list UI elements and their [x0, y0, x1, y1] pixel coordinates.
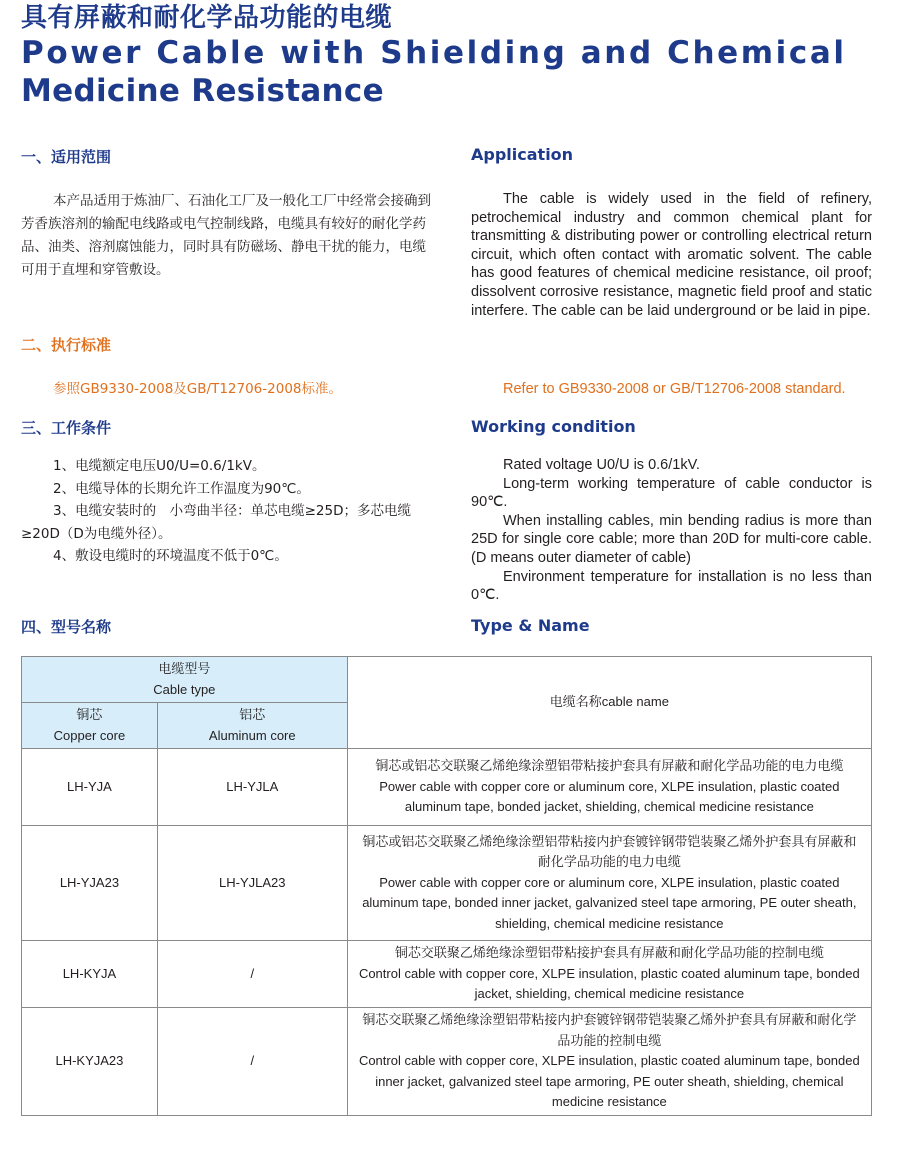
page-title-en-line1: Power Cable with Shielding and Chemical: [21, 35, 847, 71]
application-heading-cn: 一、适用范围: [21, 148, 112, 166]
cable-name-cn: 铜芯交联聚乙烯绝缘涂塑铝带粘接护套具有屏蔽和耐化学品功能的控制电缆: [394, 945, 824, 961]
working-item-en: When installing cables, min bending radius is more than 25D for single core cable; more than 20D for multi-core cable.(D means outer diameter of cable): [471, 512, 872, 566]
working-list-en: [471, 456, 872, 605]
type-heading-cn: 四、型号名称: [21, 618, 112, 636]
standard-heading-cn: 二、执行标准: [21, 336, 112, 354]
page-title-en: [21, 34, 881, 110]
working-heading-en: Working condition: [471, 417, 636, 436]
header-aluminum-core-cn: 铝芯: [239, 707, 266, 722]
header-cable-type-cn: 电缆型号: [158, 661, 211, 676]
cable-name-en: Power cable with copper core or aluminum core, XLPE insulation, plastic coated aluminum tape, bonded jacket, shielding, chemical medicine resistance: [379, 778, 840, 815]
working-item-en: Rated voltage U0/U is 0.6/1kV.: [503, 457, 700, 473]
standard-text-cn: 参照GB9330-2008及GB/T12706-2008标准。: [53, 381, 342, 397]
working-heading-cn: 三、工作条件: [21, 419, 112, 437]
working-list-cn: [21, 455, 431, 568]
page-title-en-line2: Medicine Resistance: [21, 73, 384, 109]
cable-name-en: Power cable with copper core or aluminum core, XLPE insulation, plastic coated aluminum tape, bonded inner jacket, galvanized steel tape armoring, PE outer sheath, shielding, chemical medicine resistance: [362, 874, 857, 931]
copper-model: LH-KYJA: [22, 941, 158, 1008]
table-row: [22, 826, 872, 941]
aluminum-model: /: [157, 941, 347, 1008]
type-heading-en: Type & Name: [471, 616, 590, 635]
cable-type-table: [21, 656, 872, 1116]
working-item-cn: 1、电缆额定电压U0/U=0.6/1kV。: [53, 458, 266, 474]
header-aluminum-core: [157, 703, 347, 749]
header-aluminum-core-en: Aluminum core: [208, 727, 296, 743]
cable-name: [347, 826, 871, 941]
working-item-cn: 4、敷设电缆时的环境温度不低于0℃。: [53, 548, 288, 564]
cable-name-cn: 铜芯或铝芯交联聚乙烯绝缘涂塑铝带粘接内护套镀锌钢带铠装聚乙烯外护套具有屏蔽和耐化学品功能的电力电缆: [362, 833, 857, 870]
cable-name-en: Control cable with copper core, XLPE insulation, plastic coated aluminum tape, bonded jacket, shielding, chemical medicine resistance: [358, 965, 860, 1002]
copper-model: LH-KYJA23: [22, 1008, 158, 1116]
aluminum-model: LH-YJLA23: [157, 826, 347, 941]
aluminum-model: /: [157, 1008, 347, 1116]
application-heading-en: Application: [471, 145, 574, 164]
application-text-en: The cable is widely used in the field of refinery, petrochemical industry and common chemical plant for transmitting & distributing power or controlling electrical return circuit, which often contact with aromatic solvent. The cable has good features of chemical medicine resistance, oil proof; dissolvent corrosive resistance, magnetic field proof and static interfere. The cable can be laid underground or be laid in pipe.: [471, 191, 872, 319]
page-title-cn: 具有屏蔽和耐化学品功能的电缆: [21, 3, 393, 33]
header-copper-core-en: Copper core: [53, 727, 126, 743]
header-cable-name: 电缆名称cable name: [347, 657, 871, 749]
cable-name: [347, 749, 871, 826]
aluminum-model: LH-YJLA: [157, 749, 347, 826]
cable-name-en: Control cable with copper core, XLPE insulation, plastic coated aluminum tape, bonded inner jacket, galvanized steel tape armoring, PE outer sheath, shielding, chemical medicine resistance: [358, 1053, 860, 1110]
working-item-en: Environment temperature for installation is no less than 0℃.: [471, 568, 872, 604]
header-cable-type-en: Cable type: [153, 681, 216, 697]
header-cable-type: [22, 657, 348, 703]
header-copper-core: [22, 703, 158, 749]
copper-model: LH-YJA23: [22, 826, 158, 941]
header-copper-core-cn: 铜芯: [76, 707, 103, 722]
working-item-en: Long-term working temperature of cable conductor is 90℃.: [471, 475, 872, 511]
table-header-row: [22, 657, 872, 703]
working-item-cn: 3、电缆安装时的 小弯曲半径：单芯电缆≥25D；多芯电缆≥20D（D为电缆外径）。: [21, 503, 411, 542]
standard-text-en: Refer to GB9330-2008 or GB/T12706-2008 standard.: [503, 381, 846, 397]
cable-name-cn: 铜芯或铝芯交联聚乙烯绝缘涂塑铝带粘接护套具有屏蔽和耐化学品功能的电力电缆: [375, 758, 844, 774]
application-text-cn: 本产品适用于炼油厂、石油化工厂及一般化工厂中经常会接确到芳香族溶剂的输配电线路或电气控制线路，电缆具有较好的耐化学药品、油类、溶剂腐蚀能力，同时具有防磁场、静电干扰的能力，电缆可用于直埋和穿管敷设。: [21, 193, 431, 278]
cable-name: [347, 1008, 871, 1116]
copper-model: LH-YJA: [22, 749, 158, 826]
working-item-cn: 2、电缆导体的长期允许工作温度为90℃。: [53, 480, 310, 497]
table-row: [22, 749, 872, 826]
table-row: [22, 941, 872, 1008]
cable-name: [347, 941, 871, 1008]
cable-name-cn: 铜芯交联聚乙烯绝缘涂塑铝带粘接内护套镀锌钢带铠装聚乙烯外护套具有屏蔽和耐化学品功能的控制电缆: [362, 1012, 857, 1048]
table-row: [22, 1008, 872, 1116]
